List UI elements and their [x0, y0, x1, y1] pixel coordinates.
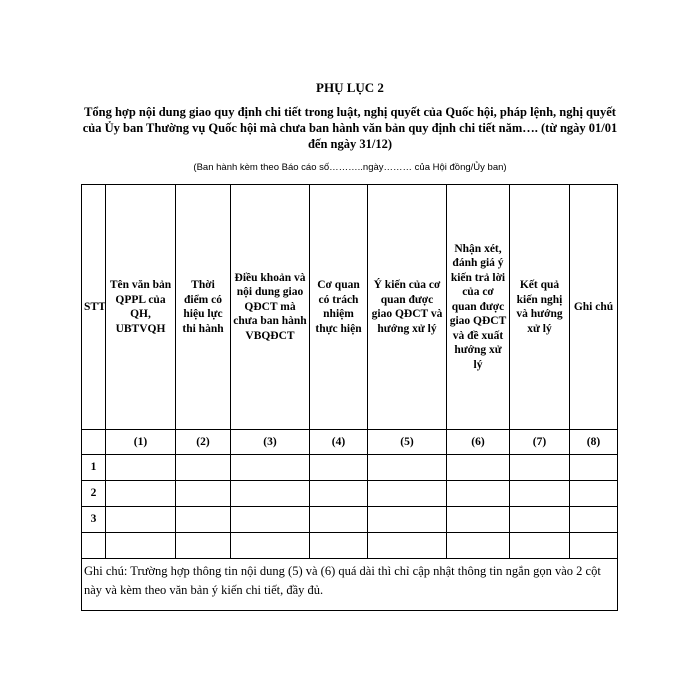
table-cell — [447, 533, 510, 559]
column-number-cell — [82, 430, 106, 455]
table-cell — [310, 507, 368, 533]
table-cell — [106, 507, 176, 533]
table-cell — [231, 455, 310, 481]
appendix-title: PHỤ LỤC 2 — [316, 80, 384, 95]
header-cell-agency-opinion: Ý kiến của cơ quan được giao QĐCT và hướng xử lý — [368, 185, 447, 430]
header-cell-document-name: Tên văn bản QPPL của QH, UBTVQH — [106, 185, 176, 430]
table-cell — [231, 533, 310, 559]
table-row — [82, 481, 618, 507]
header-cell-result: Kết quả kiến nghị và hướng xử lý — [510, 185, 570, 430]
header-cell-stt: STT — [82, 185, 106, 430]
table-cell — [447, 455, 510, 481]
table-cell — [570, 533, 618, 559]
table-cell — [231, 481, 310, 507]
table-cell — [570, 455, 618, 481]
table-note: Ghi chú: Trường hợp thông tin nội dung (5) và (6) quá dài thì chỉ cập nhật thông tin ngắn gọn vào 2 cột này và kèm theo văn bản ý kiến chi tiết, đầy đủ. — [82, 559, 618, 611]
table-cell — [447, 507, 510, 533]
column-number-cell: (4) — [310, 430, 368, 455]
column-number-cell: (2) — [176, 430, 231, 455]
table-cell — [176, 481, 231, 507]
header-cell-note: Ghi chú — [570, 185, 618, 430]
table-row — [82, 507, 618, 533]
table-row — [82, 455, 618, 481]
column-number-cell: (8) — [570, 430, 618, 455]
column-number-row — [82, 430, 618, 455]
document-subtitle: (Ban hành kèm theo Báo cáo số………..ngày……… của Hội đồng/Ủy ban) — [193, 162, 507, 173]
table-cell — [106, 533, 176, 559]
column-number-cell: (5) — [368, 430, 447, 455]
table-header-row — [82, 185, 618, 430]
header-cell-assessment: Nhận xét, đánh giá ý kiến trả lời của cơ quan được giao QĐCT và đề xuất hướng xử lý — [447, 185, 510, 430]
note-row — [82, 559, 618, 611]
column-number-cell: (1) — [106, 430, 176, 455]
table-cell — [510, 507, 570, 533]
table-cell — [510, 481, 570, 507]
table-cell — [176, 507, 231, 533]
table-cell — [368, 533, 447, 559]
table-cell — [310, 533, 368, 559]
header-cell-provisions: Điều khoản và nội dung giao QĐCT mà chưa ban hành VBQĐCT — [231, 185, 310, 430]
table-cell — [176, 455, 231, 481]
column-number-cell: (3) — [231, 430, 310, 455]
table-row — [82, 533, 618, 559]
row-number-cell — [82, 533, 106, 559]
header-cell-effective-date: Thời điểm có hiệu lực thi hành — [176, 185, 231, 430]
table-cell — [570, 507, 618, 533]
table-cell — [176, 533, 231, 559]
column-number-cell: (7) — [510, 430, 570, 455]
row-number-cell: 1 — [82, 455, 106, 481]
row-number-cell: 3 — [82, 507, 106, 533]
table-cell — [510, 455, 570, 481]
table-cell — [510, 533, 570, 559]
table-cell — [570, 481, 618, 507]
table-cell — [106, 481, 176, 507]
column-number-cell: (6) — [447, 430, 510, 455]
table-cell — [447, 481, 510, 507]
table-cell — [368, 507, 447, 533]
table-cell — [368, 481, 447, 507]
table-cell — [368, 455, 447, 481]
row-number-cell: 2 — [82, 481, 106, 507]
report-table — [81, 184, 618, 611]
table-cell — [106, 455, 176, 481]
table-cell — [231, 507, 310, 533]
table-cell — [310, 481, 368, 507]
header-cell-responsible-agency: Cơ quan có trách nhiệm thực hiện — [310, 185, 368, 430]
document-title: Tổng hợp nội dung giao quy định chi tiết trong luật, nghị quyết của Quốc hội, pháp lệnh, nghị quyết của Ủy ban Thường vụ Quốc hội mà chưa ban hành văn bản quy định chi tiết năm…. (từ ngày 01/01 đến ngày 31/12) — [82, 105, 618, 151]
table-cell — [310, 455, 368, 481]
